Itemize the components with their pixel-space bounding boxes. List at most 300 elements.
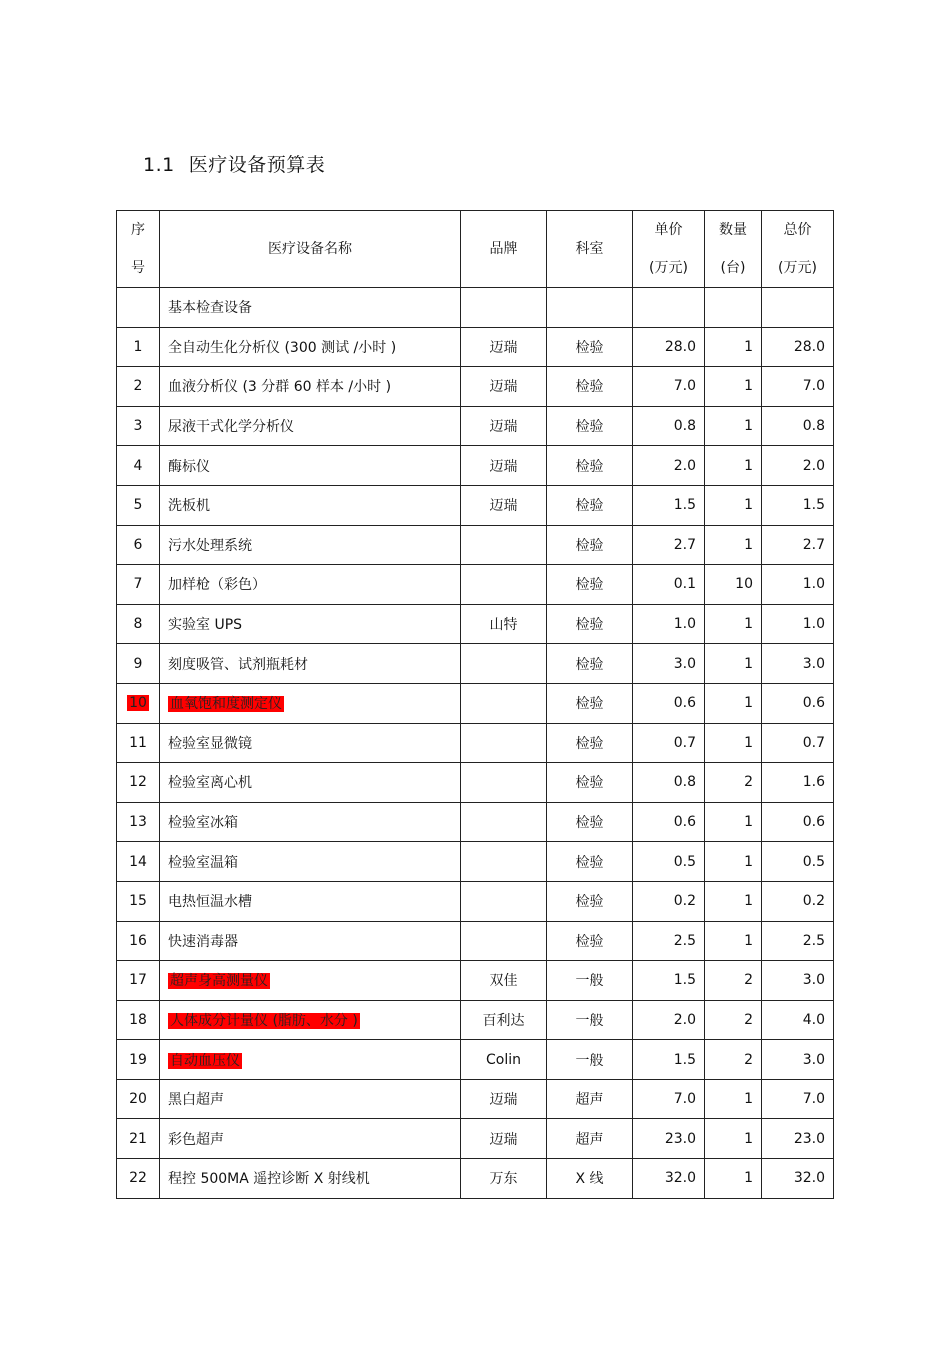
total-price-cell: [762, 763, 834, 803]
quantity-cell: [705, 604, 762, 644]
quantity-cell-text: 1: [744, 536, 753, 553]
total-price-cell-text: 4.0: [802, 1011, 825, 1028]
row-number-text: 17: [129, 972, 147, 989]
unit-price-cell-text: 28.0: [664, 338, 696, 355]
row-number: [117, 1159, 160, 1199]
department-cell-text: 检验: [575, 696, 604, 713]
total-price-cell-text: 0.6: [802, 814, 825, 831]
department-cell: [547, 1159, 633, 1199]
total-price-cell: [762, 1000, 834, 1040]
equipment-name-text: 污水处理系统: [168, 537, 252, 554]
equipment-name-text: 检验室离心机: [168, 775, 252, 792]
brand-cell: [461, 802, 547, 842]
department-cell-text: 检验: [575, 498, 604, 515]
brand-cell: [461, 446, 547, 486]
equipment-name: [160, 327, 461, 367]
brand-cell: [461, 1000, 547, 1040]
equipment-name-text: 自动血压仪: [170, 1052, 240, 1069]
row-number-text: 20: [129, 1091, 147, 1108]
equipment-name: [160, 406, 461, 446]
equipment-budget-table: [116, 210, 834, 1199]
equipment-name: [160, 763, 461, 803]
quantity-cell-text: 1: [744, 378, 753, 395]
section-heading: [143, 150, 325, 177]
unit-price-cell: [633, 723, 705, 763]
quantity-cell: [705, 565, 762, 605]
unit-price-cell: [633, 1119, 705, 1159]
table-row: [117, 763, 834, 803]
row-number: [117, 921, 160, 961]
total-price-cell: [762, 961, 834, 1001]
table-row: [117, 644, 834, 684]
unit-price-cell: [633, 367, 705, 407]
brand-cell-text: 迈瑞: [489, 379, 518, 396]
total-price-cell: [762, 525, 834, 565]
brand-cell: [461, 842, 547, 882]
total-price-cell: [762, 1159, 834, 1199]
row-number-text: 16: [129, 932, 147, 949]
department-cell: [547, 644, 633, 684]
unit-price-cell-text: 1.5: [673, 1051, 696, 1068]
total-price-cell: [762, 327, 834, 367]
row-number-text: 22: [129, 1170, 147, 1187]
brand-cell-text: Colin: [486, 1051, 521, 1068]
quantity-cell: [705, 327, 762, 367]
row-number-text: 13: [129, 814, 147, 831]
department-cell-text: 一般: [575, 1052, 604, 1069]
unit-price-cell: [633, 921, 705, 961]
total-price-cell-text: 3.0: [802, 655, 825, 672]
category-empty-cell: [762, 288, 834, 328]
equipment-name-text: 血液分析仪 (3 分群 60 样本 /小时 ): [168, 379, 392, 396]
row-number-text: 3: [133, 418, 143, 435]
table-row: [117, 961, 834, 1001]
row-number-text: 8: [133, 616, 143, 633]
row-number-text: 1: [133, 338, 143, 355]
quantity-cell: [705, 1000, 762, 1040]
unit-price-cell-text: 1.0: [673, 616, 696, 633]
department-cell-text: X 线: [575, 1171, 604, 1188]
header-no: 序 号: [117, 211, 160, 288]
table-row: [117, 485, 834, 525]
unit-price-cell-text: 2.5: [673, 932, 696, 949]
brand-cell-text: 迈瑞: [489, 339, 518, 356]
department-cell-text: 检验: [575, 617, 604, 634]
quantity-cell-text: 1: [744, 418, 753, 435]
quantity-cell: [705, 406, 762, 446]
brand-cell: [461, 1040, 547, 1080]
total-price-cell: [762, 921, 834, 961]
equipment-name-text: 酶标仪: [168, 458, 210, 475]
equipment-name-text: 超声身高测量仪: [170, 973, 268, 990]
row-number: [117, 604, 160, 644]
quantity-cell: [705, 1119, 762, 1159]
category-empty-cell: [633, 288, 705, 328]
row-number: [117, 525, 160, 565]
quantity-cell: [705, 446, 762, 486]
quantity-cell-text: 1: [744, 1091, 753, 1108]
total-price-cell: [762, 367, 834, 407]
equipment-name: [160, 525, 461, 565]
unit-price-cell-text: 0.5: [673, 853, 696, 870]
department-cell: [547, 565, 633, 605]
equipment-name: [160, 644, 461, 684]
quantity-cell-text: 2: [744, 1051, 753, 1068]
quantity-cell: [705, 525, 762, 565]
equipment-name-text: 检验室显微镜: [168, 735, 252, 752]
department-cell: [547, 1079, 633, 1119]
table-row: [117, 367, 834, 407]
unit-price-cell-text: 1.5: [673, 497, 696, 514]
equipment-name: [160, 1079, 461, 1119]
row-number: [117, 644, 160, 684]
brand-cell: [461, 723, 547, 763]
row-number-text: 10: [129, 695, 147, 712]
brand-cell: [461, 763, 547, 803]
unit-price-cell: [633, 644, 705, 684]
unit-price-cell: [633, 1040, 705, 1080]
category-no-cell: [117, 288, 160, 328]
table-row: [117, 446, 834, 486]
quantity-cell-text: 1: [744, 734, 753, 751]
department-cell: [547, 525, 633, 565]
equipment-name: [160, 921, 461, 961]
quantity-cell-text: 1: [744, 695, 753, 712]
row-number-text: 12: [129, 774, 147, 791]
brand-cell-text: 万东: [489, 1171, 518, 1188]
total-price-cell: [762, 485, 834, 525]
total-price-cell-text: 1.6: [802, 774, 825, 791]
quantity-cell: [705, 723, 762, 763]
department-cell-text: 检验: [575, 656, 604, 673]
brand-cell: [461, 644, 547, 684]
row-number-text: 19: [129, 1051, 147, 1068]
unit-price-cell-text: 0.1: [673, 576, 696, 593]
department-cell: [547, 485, 633, 525]
unit-price-cell: [633, 842, 705, 882]
equipment-name: [160, 961, 461, 1001]
equipment-name: [160, 842, 461, 882]
unit-price-cell: [633, 485, 705, 525]
unit-price-cell: [633, 763, 705, 803]
equipment-name-text: 黑白超声: [168, 1092, 224, 1109]
brand-cell: [461, 485, 547, 525]
equipment-name-text: 血氧饱和度测定仪: [170, 696, 282, 713]
total-price-cell: [762, 723, 834, 763]
table-row: [117, 1040, 834, 1080]
row-number-text: 11: [129, 734, 147, 751]
equipment-name-text: 电热恒温水槽: [168, 894, 252, 911]
unit-price-cell-text: 7.0: [673, 1091, 696, 1108]
department-cell: [547, 842, 633, 882]
table-row: [117, 604, 834, 644]
total-price-cell-text: 3.0: [802, 1051, 825, 1068]
section-number: 1.1: [143, 154, 175, 176]
row-number-text: 7: [133, 576, 143, 593]
equipment-name-text: 加样枪（彩色）: [168, 577, 266, 594]
unit-price-cell: [633, 683, 705, 723]
total-price-cell: [762, 683, 834, 723]
department-cell-text: 超声: [575, 1092, 604, 1109]
brand-cell: [461, 327, 547, 367]
equipment-name-text: 实验室 UPS: [168, 617, 243, 634]
total-price-cell-text: 2.0: [802, 457, 825, 474]
table-row: [117, 1119, 834, 1159]
header-brand: 品牌: [461, 211, 547, 288]
brand-cell-text: 迈瑞: [489, 498, 518, 515]
quantity-cell-text: 2: [744, 1011, 753, 1028]
department-cell: [547, 604, 633, 644]
unit-price-cell-text: 3.0: [673, 655, 696, 672]
quantity-cell: [705, 961, 762, 1001]
department-cell: [547, 406, 633, 446]
department-cell-text: 检验: [575, 339, 604, 356]
quantity-cell: [705, 881, 762, 921]
department-cell-text: 一般: [575, 1012, 604, 1029]
category-empty-cell: [547, 288, 633, 328]
total-price-cell-text: 0.7: [802, 734, 825, 751]
table-row: [117, 1159, 834, 1199]
brand-cell-text: 迈瑞: [489, 419, 518, 436]
row-number: [117, 723, 160, 763]
brand-cell-text: 双佳: [489, 973, 518, 990]
quantity-cell-text: 1: [744, 338, 753, 355]
total-price-cell: [762, 842, 834, 882]
equipment-name-text: 全自动生化分析仪 (300 测试 /小时 ): [168, 339, 397, 356]
department-cell-text: 检验: [575, 815, 604, 832]
total-price-cell-text: 0.8: [802, 418, 825, 435]
equipment-name: [160, 604, 461, 644]
category-empty-cell: [461, 288, 547, 328]
department-cell: [547, 723, 633, 763]
table-row: [117, 723, 834, 763]
quantity-cell: [705, 763, 762, 803]
equipment-name: [160, 565, 461, 605]
quantity-cell: [705, 1159, 762, 1199]
table-row: [117, 683, 834, 723]
total-price-cell-text: 0.2: [802, 893, 825, 910]
department-cell-text: 检验: [575, 458, 604, 475]
quantity-cell: [705, 644, 762, 684]
total-price-cell-text: 0.5: [802, 853, 825, 870]
brand-cell-text: 山特: [489, 617, 518, 634]
brand-cell-text: 迈瑞: [489, 1131, 518, 1148]
total-price-cell-text: 2.5: [802, 932, 825, 949]
unit-price-cell-text: 32.0: [664, 1170, 696, 1187]
row-number-text: 6: [133, 536, 143, 553]
row-number: [117, 406, 160, 446]
total-price-cell-text: 1.5: [802, 497, 825, 514]
row-number: [117, 485, 160, 525]
row-number-text: 9: [133, 655, 143, 672]
quantity-cell-text: 1: [744, 616, 753, 633]
department-cell: [547, 921, 633, 961]
department-cell-text: 检验: [575, 419, 604, 436]
equipment-name-text: 尿液干式化学分析仪: [168, 419, 294, 436]
total-price-cell: [762, 1119, 834, 1159]
brand-cell: [461, 1159, 547, 1199]
unit-price-cell-text: 23.0: [664, 1130, 696, 1147]
unit-price-cell: [633, 802, 705, 842]
quantity-cell-text: 1: [744, 814, 753, 831]
brand-cell: [461, 604, 547, 644]
total-price-cell-text: 23.0: [793, 1130, 825, 1147]
brand-cell: [461, 525, 547, 565]
quantity-cell: [705, 842, 762, 882]
table-row: [117, 881, 834, 921]
category-empty-cell: [705, 288, 762, 328]
unit-price-cell: [633, 565, 705, 605]
row-number: [117, 1040, 160, 1080]
row-number: [117, 367, 160, 407]
department-cell: [547, 763, 633, 803]
department-cell-text: 检验: [575, 775, 604, 792]
row-number-text: 18: [129, 1011, 147, 1028]
row-number-text: 21: [129, 1130, 147, 1147]
brand-cell: [461, 881, 547, 921]
total-price-cell: [762, 1040, 834, 1080]
department-cell: [547, 327, 633, 367]
equipment-name-text: 检验室温箱: [168, 854, 238, 871]
row-number-text: 15: [129, 893, 147, 910]
brand-cell: [461, 961, 547, 1001]
unit-price-cell: [633, 446, 705, 486]
quantity-cell: [705, 485, 762, 525]
department-cell: [547, 1000, 633, 1040]
quantity-cell-text: 1: [744, 1130, 753, 1147]
equipment-name-text: 刻度吸管、试剂瓶耗材: [168, 656, 308, 673]
table-row: [117, 921, 834, 961]
equipment-name-text: 洗板机: [168, 498, 210, 515]
unit-price-cell: [633, 961, 705, 1001]
department-cell-text: 检验: [575, 577, 604, 594]
quantity-cell: [705, 683, 762, 723]
brand-cell: [461, 565, 547, 605]
department-cell-text: 检验: [575, 379, 604, 396]
quantity-cell: [705, 1079, 762, 1119]
equipment-name: [160, 1119, 461, 1159]
equipment-name: [160, 1159, 461, 1199]
department-cell: [547, 446, 633, 486]
brand-cell: [461, 367, 547, 407]
equipment-name: [160, 723, 461, 763]
quantity-cell-text: 1: [744, 655, 753, 672]
unit-price-cell-text: 0.7: [673, 734, 696, 751]
department-cell: [547, 802, 633, 842]
unit-price-cell-text: 2.7: [673, 536, 696, 553]
category-label: 基本检查设备: [160, 288, 461, 328]
equipment-name: [160, 446, 461, 486]
equipment-name: [160, 802, 461, 842]
section-title: 医疗设备预算表: [188, 154, 326, 176]
total-price-cell-text: 28.0: [793, 338, 825, 355]
row-number: [117, 446, 160, 486]
total-price-cell: [762, 802, 834, 842]
row-number: [117, 1000, 160, 1040]
table-row: [117, 842, 834, 882]
quantity-cell: [705, 802, 762, 842]
row-number-text: 4: [133, 457, 143, 474]
department-cell: [547, 1040, 633, 1080]
table-row: [117, 1000, 834, 1040]
quantity-cell-text: 1: [744, 932, 753, 949]
table-row: [117, 802, 834, 842]
unit-price-cell: [633, 406, 705, 446]
total-price-cell-text: 1.0: [802, 576, 825, 593]
quantity-cell: [705, 1040, 762, 1080]
table-row: [117, 525, 834, 565]
total-price-cell: [762, 644, 834, 684]
department-cell: [547, 683, 633, 723]
total-price-cell-text: 7.0: [802, 1091, 825, 1108]
quantity-cell-text: 1: [744, 497, 753, 514]
unit-price-cell-text: 1.5: [673, 972, 696, 989]
brand-cell-text: 迈瑞: [489, 458, 518, 475]
quantity-cell-text: 10: [735, 576, 753, 593]
quantity-cell-text: 1: [744, 853, 753, 870]
unit-price-cell-text: 0.8: [673, 774, 696, 791]
equipment-name: [160, 683, 461, 723]
total-price-cell-text: 3.0: [802, 972, 825, 989]
equipment-name-text: 人体成分计量仪 (脂肪、水分 ): [170, 1012, 358, 1029]
row-number: [117, 842, 160, 882]
department-cell-text: 一般: [575, 973, 604, 990]
unit-price-cell-text: 0.2: [673, 893, 696, 910]
row-number: [117, 1079, 160, 1119]
unit-price-cell-text: 0.6: [673, 695, 696, 712]
total-price-cell-text: 1.0: [802, 616, 825, 633]
equipment-name-text: 快速消毒器: [168, 933, 238, 950]
brand-cell: [461, 1079, 547, 1119]
brand-cell-text: 百利达: [482, 1012, 525, 1029]
quantity-cell: [705, 921, 762, 961]
unit-price-cell-text: 7.0: [673, 378, 696, 395]
row-number: [117, 1119, 160, 1159]
row-number-text: 14: [129, 853, 147, 870]
equipment-name: [160, 1040, 461, 1080]
equipment-name: [160, 485, 461, 525]
row-number: [117, 565, 160, 605]
brand-cell-text: 迈瑞: [489, 1092, 518, 1109]
total-price-cell-text: 2.7: [802, 536, 825, 553]
row-number-text: 5: [133, 497, 143, 514]
header-dept: 科室: [547, 211, 633, 288]
total-price-cell: [762, 881, 834, 921]
row-number: [117, 881, 160, 921]
category-row: [117, 288, 834, 328]
row-number: [117, 763, 160, 803]
row-number: [117, 802, 160, 842]
department-cell-text: 检验: [575, 854, 604, 871]
header-total: 总价 (万元): [762, 211, 834, 288]
total-price-cell: [762, 604, 834, 644]
quantity-cell-text: 1: [744, 457, 753, 474]
total-price-cell: [762, 1079, 834, 1119]
unit-price-cell: [633, 327, 705, 367]
table-row: [117, 406, 834, 446]
equipment-name: [160, 1000, 461, 1040]
total-price-cell: [762, 446, 834, 486]
header-qty: 数量 (台): [705, 211, 762, 288]
unit-price-cell: [633, 604, 705, 644]
brand-cell: [461, 406, 547, 446]
table-header-row: [117, 211, 834, 288]
table-row: [117, 327, 834, 367]
unit-price-cell: [633, 1159, 705, 1199]
department-cell-text: 超声: [575, 1131, 604, 1148]
total-price-cell-text: 7.0: [802, 378, 825, 395]
equipment-name: [160, 367, 461, 407]
